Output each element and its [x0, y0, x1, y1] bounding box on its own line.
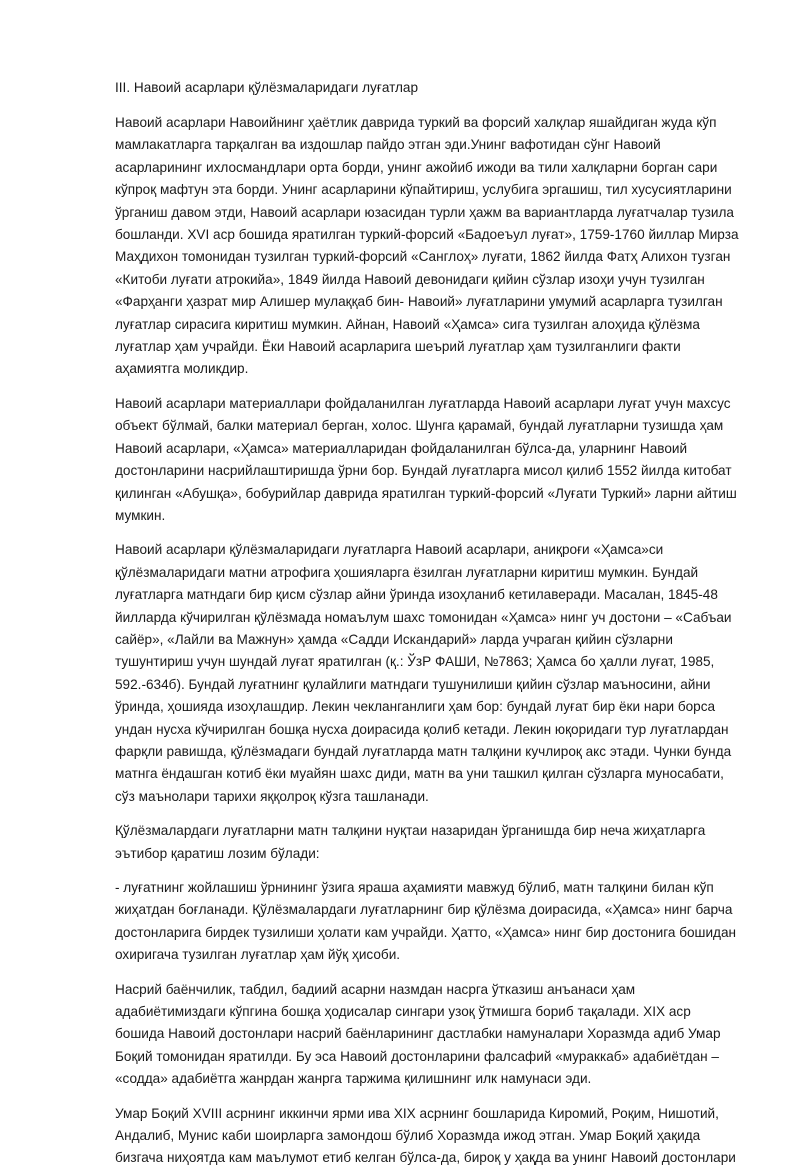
paragraph-1: Навоий асарлари Навоийнинг ҳаётлик даврида туркий ва форсий халқлар яшайдиган жуда кўп мамлакатларга тарқалган ва издошлар пайдо этган эди.Унинг вафотидан сўнг Навоий асарларининг ихлосмандлари орта борди, унинг ажойиб ижоди ва тили халқларни борган сари кўпроқ мафтун эта борди. Унинг асарларини кўпайтириш, услубига эргашиш, тил хусусиятларини ўрганиш давом этди, Навоий асарлари юзасидан турли ҳажм ва вариантларда луғатчалар тузила бошланди. XVI аср бошида яратилган туркий-форсий «Бадоеъул луғат», 1759-1760 йиллар Мирза Маҳдихон томонидан тузилган туркий-форсий «Санглоҳ» луғати, 1862 йилда Фатҳ Алихон тузган «Китоби луғати атрокийа», 1849 йилда Навоий девонидаги қийин сўзлар изоҳи учун тузилган «Фарҳанги ҳазрат мир Алишер мулаққаб бин- Навоий» луғатларини умумий асарларга тузилган луғатлар сирасига киритиш мумкин. Айнан, Навоий «Ҳамса» сига тузилган алоҳида қўлёзма луғатлар ҳам учрайди. Ёки Навоий асарларига шеърий луғатлар ҳам тузилганлиги факти аҳамиятга моликдир.: [115, 115, 739, 377]
paragraph-5: - луғатнинг жойлашиш ўрнининг ўзига яраша аҳамияти мавжуд бўлиб, матн талқини билан кўп жиҳатдан боғланади. Қўлёзмалардаги луғатларнинг бир қўлёзма доирасида, «Ҳамса» нинг барча достонларига бирдек тузилиши ҳолати кам учрайди. Ҳатто, «Ҳамса» нинг бир достонига бошидан охиригача тузилган луғатлар ҳам йўқ ҳисоби.: [115, 880, 737, 963]
paragraph-4: Қўлёзмалардаги луғатларни матн талқини нуқтаи назаридан ўрганишда бир неча жиҳатларга эътибор қаратиш лозим бўлади:: [115, 823, 706, 861]
section-heading: III. Навоий асарлари қўлёзмаларидаги луғатлар: [115, 80, 419, 95]
paragraph-2: Навоий асарлари материаллари фойдаланилган луғатларда Навоий асарлари луғат учун махсус объект бўлмай, балки материал берган, холос. Шунга қарамай, бундай луғатларни тузишда ҳам Навоий асарлари, «Ҳамса» материалларидан фойдаланилган бўлса-да, уларнинг Навоий достонларини насрийлаштиришда ўрни бор. Бундай луғатларга мисол қилиб 1552 йилда китобат қилинган «Абушқа», бобурийлар даврида яратилган туркий-форсий «Луғати Туркий» ларни айтиш мумкин.: [115, 395, 737, 523]
paragraph-7: Умар Боқий XVIII асрнинг иккинчи ярми ива XIX асрнинг бошларида Киромий, Роқим, Нишотий, Андалиб, Мунис каби шоирларга замондош бўлиб Хоразмда ижод этган. Умар Боқий ҳақида бизгача ниҳоятда кам маълумот етиб келган бўлса-да, бироқ у ҳақда ва унинг Навоий достонлари: [115, 1105, 736, 1166]
paragraph-3: Навоий асарлари қўлёзмаларидаги луғатларга Навоий асарлари, аниқроғи «Ҳамса»си қўлёзмаларидаги матни атрофига ҳошияларга ёзилган луғатларни киритиш мумкин. Бундай луғатларга матндаги бир қисм сўзлар айни ўринда изоҳланиб кетилаверади. Масалан, 1845-48 йилларда кўчирилган қўлёзмада номаълум шахс томонидан «Ҳамса» нинг уч достони – «Сабъаи сайёр», «Лайли ва Мажнун» ҳамда «Садди Искандарий» ларда учраган қийин сўзларни тушунтириш учун шундай луғат яратилган (қ.: ЎзР ФАШИ, №7863; Ҳамса бо ҳалли луғат, 1985, 592.-634б). Бундай луғатнинг қулайлиги матндаги тушунилиши қийин сўзлар маъносини, айни ўринда, ҳошияда изоҳлашдир. Лекин чекланганлиги ҳам бор: бундай луғат бир ёки нари борса ундан нусха кўчирилган бошқа нусха доирасида қолиб кетади. Лекин юқоридаги тур луғатлардан фарқли равишда, қўлёзмадаги бундай луғатларда матн талқини кучлироқ акс этади. Чунки бунда матнга ёндашган котиб ёки муайян шахс диди, матн ва уни ташкил қилган сўзларга муносабати, сўз маънолари тарихи яққолроқ кўзга ташланади.: [115, 542, 732, 804]
paragraph-6: Насрий баёнчилик, табдил, бадиий асарни назмдан насрга ўтказиш анъанаси ҳам адабиётимиздаги кўпгина бошқа ҳодисалар сингари узоқ ўтмишга бориб тақалади. XIX аср бошида Навоий достонлари насрий баёнларининг дастлабки намуналари Хоразмда адиб Умар Боқий томонидан яратилди. Бу эса Навоий достонларини фалсафий «мураккаб» адабиётдан – «содда» адабиётга жанрдан жанрга таржима қилишнинг илк намунаси эди.: [115, 981, 721, 1087]
